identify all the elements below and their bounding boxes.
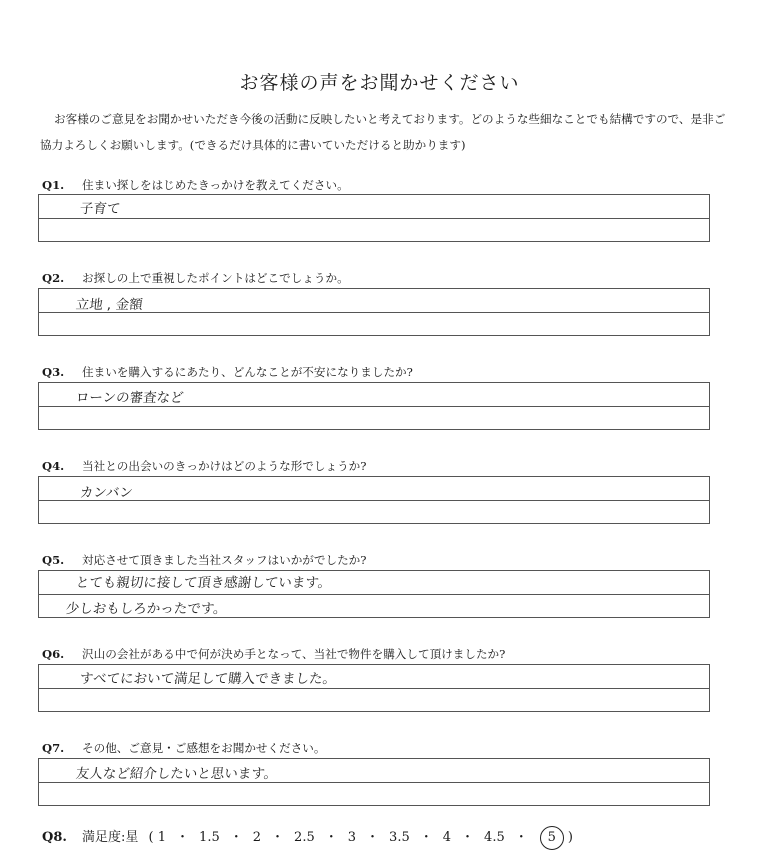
rating-option[interactable]: 3.5 — [389, 830, 410, 845]
answer-6-line-1: すべてにおいて満足して購入できました。 — [78, 671, 337, 687]
rating-separator: ・ — [271, 830, 285, 845]
answer-5-line-1: とても親切に接して頂き感謝しています。 — [74, 575, 333, 591]
rating-option[interactable]: 1 — [157, 830, 167, 845]
answer-7-line-1: 友人など紹介したいと思います。 — [74, 766, 279, 782]
question-number: Q7. — [42, 741, 65, 755]
question-text: お探しの上で重視したポイントはどこでしょうか。 — [82, 271, 349, 285]
rating-close-paren: ) — [567, 830, 573, 845]
answer-1-line-1: 子育て — [78, 201, 122, 217]
question-number: Q1. — [42, 178, 65, 192]
question-6 — [42, 646, 505, 662]
answer-box-1[interactable] — [38, 194, 710, 242]
rating-separator: ・ — [324, 830, 338, 845]
question-number: Q8. — [42, 830, 67, 845]
rating-separator: ・ — [229, 830, 243, 845]
rating-option[interactable]: 1.5 — [199, 830, 220, 845]
rating-separator: ・ — [514, 830, 528, 845]
intro-text: お客様のご意見をお聞かせいただき今後の活動に反映したいと考えております。どのような些細なことでも結構ですので、是非ご協力よろしくお願いします。(できるだけ具体的に書いていただけると助かります) — [40, 112, 726, 152]
question-text: 住まいを購入するにあたり、どんなことが不安になりましたか? — [82, 365, 413, 379]
question-number: Q3. — [42, 365, 65, 379]
rating-option[interactable]: 4.5 — [484, 830, 505, 845]
question-number: Q6. — [42, 647, 65, 661]
question-text: 当社との出会いのきっかけはどのような形でしょうか? — [82, 459, 367, 473]
rating-separator: ・ — [419, 830, 433, 845]
question-7 — [42, 740, 325, 756]
question-4 — [42, 458, 366, 474]
rating-separator: ・ — [176, 830, 190, 845]
satisfaction-rating — [42, 826, 573, 850]
rating-option[interactable]: 2.5 — [294, 830, 315, 845]
question-3 — [42, 364, 413, 380]
question-number: Q5. — [42, 553, 65, 567]
question-5 — [42, 552, 366, 568]
rating-label: 満足度:星 — [82, 830, 139, 845]
rating-option[interactable]: 3 — [347, 830, 357, 845]
question-2 — [42, 270, 349, 286]
answer-2-line-1: 立地 , 金額 — [74, 297, 144, 313]
question-1 — [42, 177, 349, 193]
question-text: 沢山の会社がある中で何が決め手となって、当社で物件を購入して頂けましたか? — [82, 647, 506, 661]
answer-box-4[interactable] — [38, 476, 710, 524]
question-number: Q4. — [42, 459, 65, 473]
rating-option-selected[interactable]: 5 — [540, 826, 564, 850]
rating-option[interactable]: 2 — [252, 830, 262, 845]
rating-separator: ・ — [461, 830, 475, 845]
rating-options — [158, 830, 564, 845]
question-text: その他、ご意見・ご感想をお聞かせください。 — [82, 741, 326, 755]
answer-3-line-1: ローンの審査など — [74, 390, 185, 406]
answer-4-line-1: カンバン — [78, 485, 134, 501]
question-text: 住まい探しをはじめたきっかけを教えてください。 — [82, 178, 349, 192]
question-number: Q2. — [42, 271, 65, 285]
page-title: お客様の声をお聞かせください — [239, 72, 520, 94]
rating-option[interactable]: 4 — [442, 830, 452, 845]
answer-5-line-2: 少しおもしろかったです。 — [64, 601, 228, 617]
question-text: 対応させて頂きました当社スタッフはいかがでしたか? — [82, 553, 367, 567]
rating-separator: ・ — [366, 830, 380, 845]
rating-open-paren: ( — [148, 830, 154, 845]
